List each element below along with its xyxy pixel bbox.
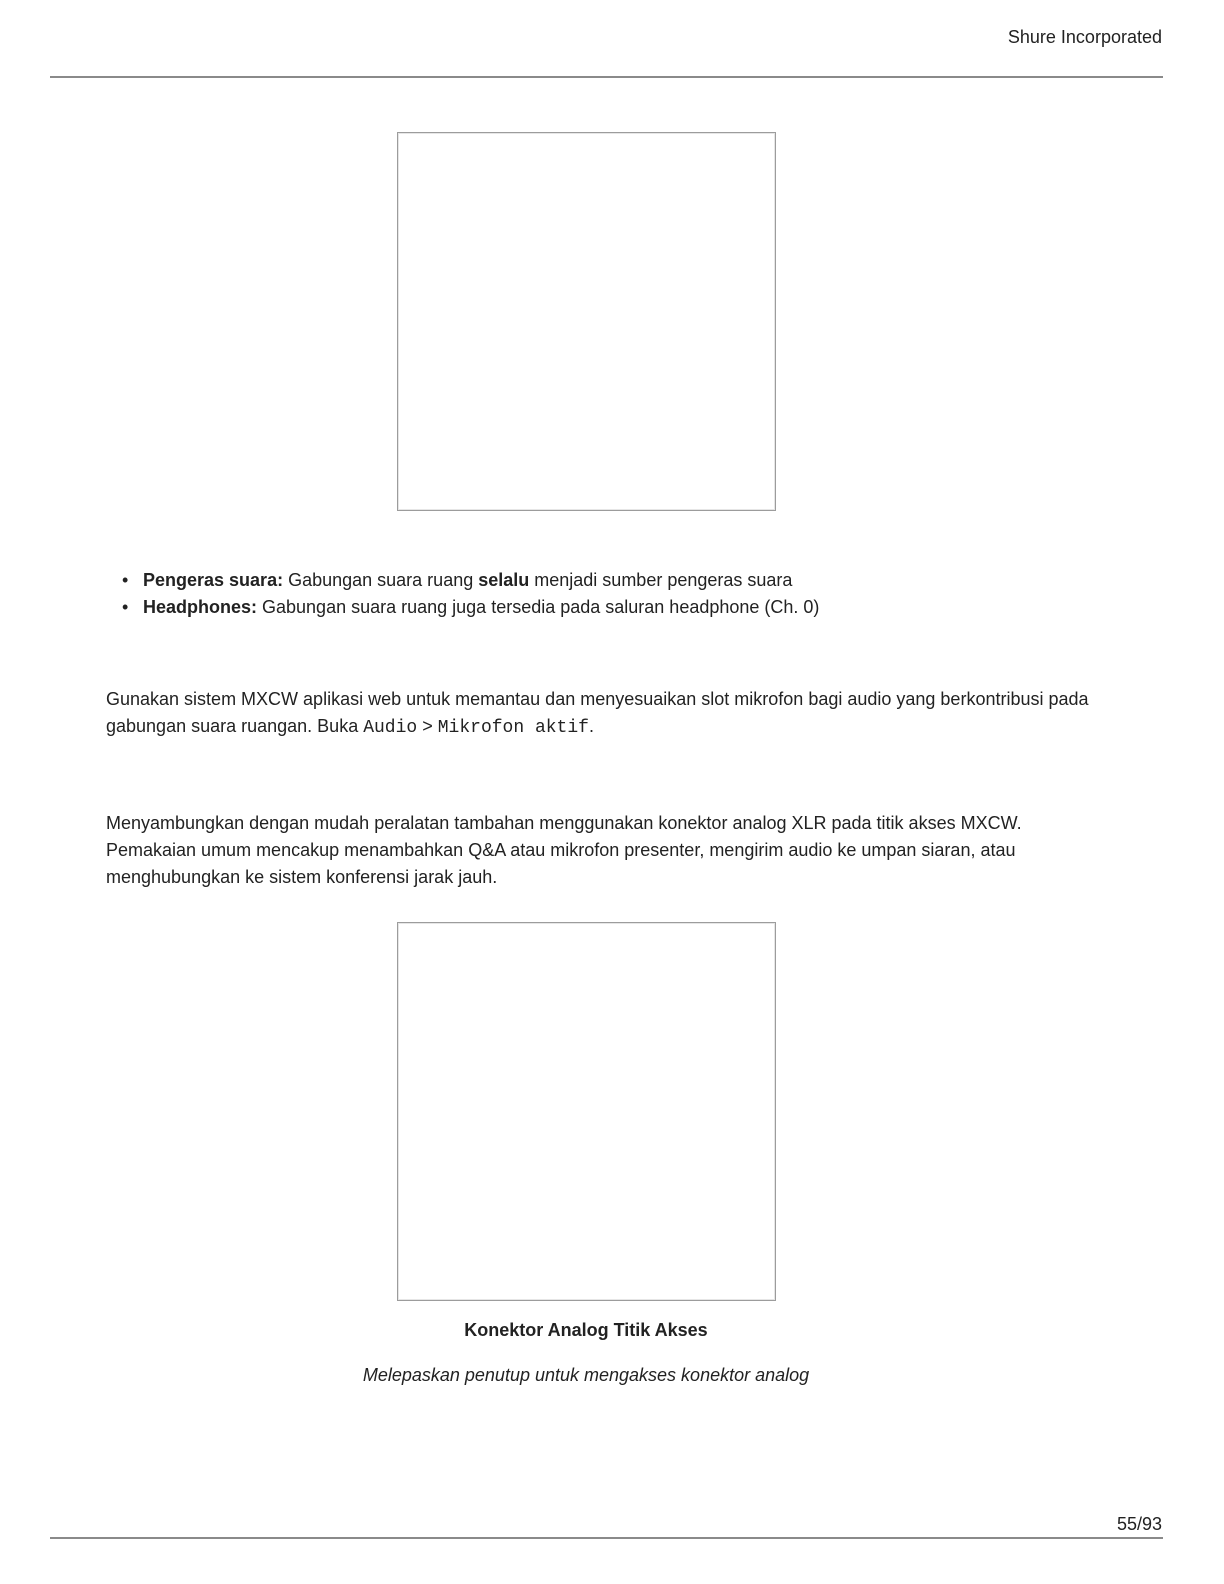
footer-divider (50, 1537, 1163, 1539)
header-company: Shure Incorporated (1007, 27, 1162, 47)
bullet-text: Gabungan suara ruang (283, 570, 479, 590)
paragraph-end: . (588, 716, 594, 736)
menu-path-active-mics: Mikrofon aktif (437, 718, 589, 738)
paragraph-mic-monitor (106, 686, 1116, 742)
bullet-emphasis: selalu (478, 570, 530, 590)
list-item (122, 567, 819, 594)
figure-image-placeholder-analog (397, 922, 776, 1301)
paragraph-text: Gunakan sistem MXCW aplikasi web untuk memantau dan menyesuaikan slot mikrofon bagi audio yang berkontribusi pada gabungan suara ruangan. Buka (106, 689, 1089, 736)
figure-caption-title: Konektor Analog Titik Akses (464, 1320, 708, 1340)
figure-image-placeholder (397, 132, 776, 511)
bullet-text: Gabungan suara ruang juga tersedia pada saluran headphone (Ch. 0) (257, 597, 820, 617)
bullet-term: Pengeras suara: (143, 570, 284, 590)
page-number: 55/93 (1116, 1514, 1162, 1534)
header-divider (50, 76, 1163, 78)
path-separator: > (417, 716, 438, 736)
bullet-term: Headphones: (143, 597, 258, 617)
list-item (122, 594, 819, 621)
paragraph-analog-connectors: Menyambungkan dengan mudah peralatan tambahan menggunakan konektor analog XLR pada titik akses MXCW. Pemakaian umum mencakup menambahkan Q&A atau mikrofon presenter, mengirim audio ke umpan siaran, atau menghubungkan ke sistem konferensi jarak jauh. (106, 813, 1022, 887)
bullet-list (122, 567, 819, 621)
bullet-text: menjadi sumber pengeras suara (529, 570, 793, 590)
figure-caption-description: Melepaskan penutup untuk mengakses konektor analog (362, 1365, 810, 1385)
menu-path-audio: Audio (363, 718, 418, 738)
